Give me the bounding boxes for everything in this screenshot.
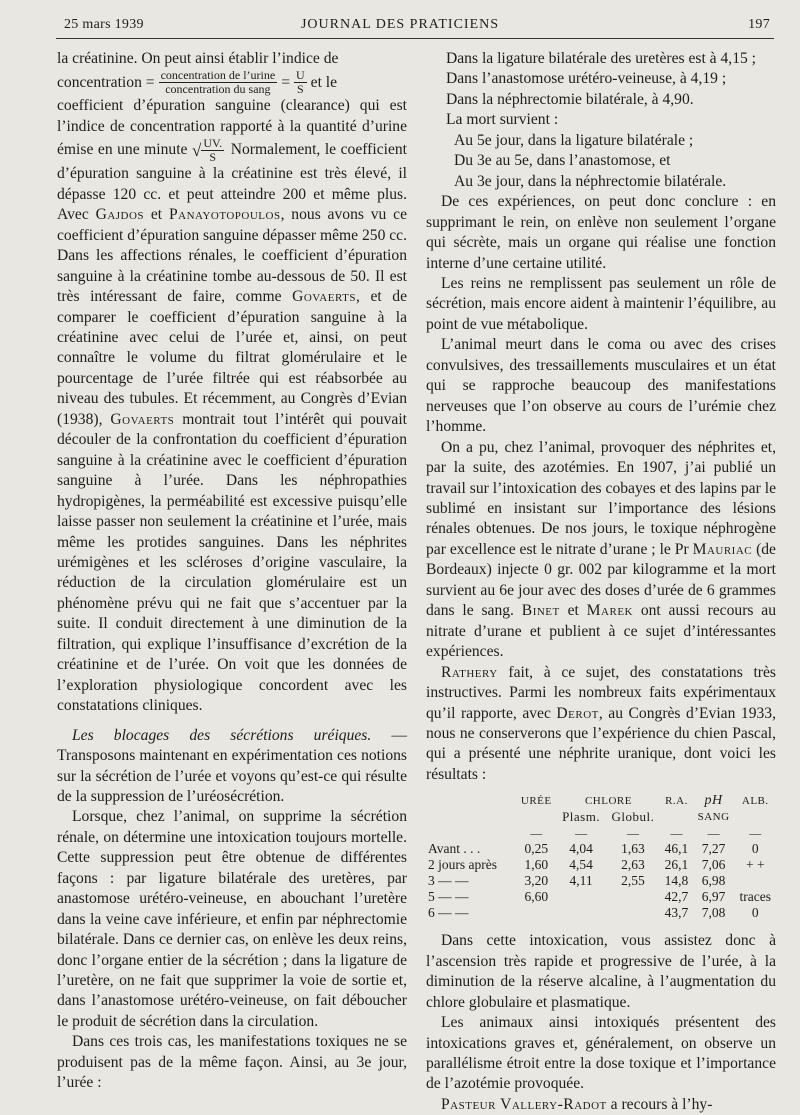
- author-name: Govaerts: [292, 288, 356, 306]
- page-number: 197: [748, 17, 770, 32]
- concentration-formula: concentration = $\frac{\text{concentration de l’urine}}{\text{concentration du sang}}$ = $\frac{U}{S}$ et le: [57, 68, 338, 97]
- paragraph: Dans ces trois cas, les manifestations toxiques ne se produisent pas de la même façon. Ainsi, au 3e jour, l’urée :: [57, 1033, 407, 1092]
- result-line: La mort survient :: [446, 111, 559, 129]
- author-name: Gajdos: [95, 206, 145, 224]
- journal-title: JOURNAL DES PRATICIENS: [300, 17, 500, 32]
- author-name: Pasteur Vallery-Radot: [441, 1095, 607, 1113]
- issue-date: 25 mars 1939: [64, 17, 144, 32]
- paragraph: Les reins ne remplissent pas seulement un rôle de sécrétion, mais encore aident à maintenir l’équilibre, au point de vue métabolique.: [426, 274, 776, 333]
- fraction: $\frac{\text{concentration de l’urine}}{\text{concentration du sang}}$: [160, 68, 276, 97]
- table-dash-row: — — — — — —: [530, 826, 762, 841]
- table-row: 3 — — 3,20 4,11 2,55 14,8 6,98: [428, 873, 726, 889]
- author-name: Binet: [521, 602, 560, 620]
- paragraph: Les blocages des sécrétions uréiques. — Transposons maintenant en expérimentation ces notions sur la sécrétion de l’urée et voyons qu’est-ce qui résulte de la suppression de l’uréosécrétion.: [57, 726, 407, 805]
- paragraph: Les animaux ainsi intoxiqués présentent des intoxications graves et, généralement, on observe un parallélisme étroit entre la dose toxique et l’importance de l’azotémie provoquée.: [426, 1014, 776, 1093]
- author-name: Govaerts: [110, 410, 175, 428]
- table-row: 5 — — 6,60 42,7 6,97 traces: [428, 889, 772, 905]
- running-header: [0, 15, 800, 39]
- paragraph: L’animal meurt dans le coma ou avec des crises convulsives, des tressaillements musculaires et un état qui se rapproche beaucoup des manifestations nerveuses que l’on observe au cours de l’urémie chez l’homme.: [426, 336, 776, 436]
- result-line: Du 3e au 5e, dans l’anastomose, et: [454, 152, 671, 170]
- fraction: $\frac{U}{S}$: [295, 68, 305, 97]
- result-line: Dans la néphrectomie bilatérale, à 4,90.: [446, 90, 694, 108]
- table-row: Avant . . . 0,25 4,04 1,63 46,1 7,27 0: [428, 841, 759, 857]
- paragraph: Pasteur Vallery-Radot a recours à l’hy-: [441, 1095, 713, 1113]
- paragraph: Lorsque, chez l’animal, on supprime la sécrétion rénale, on détermine une intoxication toujours mortelle. Cette suppression peut être obtenue de différentes façons : par ligature bilatérale des uretères, par anastomose urétéro-veineuse, en abouchant l’uretère dans la veine cave inférieure, et enfin par néphrectomie bilatérale. Dans ce dernier cas, on enlève les deux reins, donc l’organe entier de la sécrétion ; dans la ligature de l’uretère, on ne fait que supprimer la voie de sortie et, dans l’anastomose urétéro-veineuse, on fait déboucher le produit de sécrétion dans la circulation.: [57, 808, 407, 1030]
- title-pr: Pr: [674, 540, 689, 558]
- right-column: [426, 49, 776, 1115]
- left-column: [57, 49, 407, 1094]
- author-name: Panayotopoulos: [168, 206, 281, 224]
- author-name: Marek: [586, 602, 633, 620]
- paragraph: Rathery fait, à ce sujet, des constatations très instructives. Parmi les nombreux faits expérimentaux qu’il rapporte, avec Derot, au Congrès d’Evian 1933, nous ne conserverons que l’expérience du chien Pascal, qui a présenté une néphrite uranique, dont voici les résultats :: [426, 663, 776, 783]
- author-name: Derot: [556, 704, 599, 722]
- header-rule: [56, 38, 774, 39]
- table-row: 2 jours après 1,60 4,54 2,63 26,1 7,06 + +: [428, 857, 765, 873]
- paragraph: la créatinine. On peut ainsi établir l’indice de: [57, 50, 339, 67]
- author-name: Rathery: [441, 663, 498, 681]
- paragraph: De ces expériences, on peut donc conclure : en supprimant le rein, on enlève non seulement l’organe qui sécrète, mais un organe qui réalise une fonction interne d’une certaine utilité.: [426, 193, 776, 272]
- paragraph: On a pu, chez l’animal, provoquer des néphrites et, par la suite, des azotémies. En 1907, j’ai publié un travail sur l’intoxication des cobayes et des lapins par le sublimé en insistant sur l’importance des lésions rénales obtenues. De nos jours, le toxique néphrogène par excellence est le nitrate d’urane ; le Pr Mauriac (de Bordeaux) injecte 0 gr. 002 par kilogramme et la mort survient au 6e jour avec des doses d’urée de 6 grammes dans le sang. Binet et Marek ont aussi recours au nitrate d’urane et publient à ce sujet d’intéressantes expériences.: [426, 438, 776, 661]
- result-line: Dans la ligature bilatérale des uretères est à 4,15 ;: [446, 50, 757, 67]
- section-heading: Les blocages des sécrétions uréiques.: [72, 726, 372, 744]
- table-subheader-row: Plasm. Globul. SANG: [562, 809, 730, 825]
- author-name: Mauriac: [692, 540, 753, 558]
- result-line: Au 3e jour, dans la néphrectomie bilatérale.: [454, 172, 727, 190]
- table-header-row: URÉE CHLORE R.A. pH ALB.: [520, 793, 769, 809]
- result-line: Au 5e jour, dans la ligature bilatérale ;: [454, 131, 694, 149]
- table-row: 6 — — 43,7 7,08 0: [428, 905, 759, 921]
- paragraph: Dans cette intoxication, vous assistez donc à l’ascension très rapide et progressive de l’urée, à la diminution de la réserve alcaline, à l’augmentation du chlore globulaire et plasmatique.: [426, 932, 776, 1011]
- results-table: [426, 793, 776, 921]
- paragraph: coefficient d’épuration sanguine (clearance) qui est l’indice de concentration rapporté à la quantité d’urine émise en une minute √ $\frac{UV.}{S}$ Normalement, le coefficient d’épuration sanguine à la créatinine est très élevé, il dépasse 120 cc. et peut atteindre 200 et même plus. Avec Gajdos et Panayotopoulos, nous avons vu ce coefficient d’épuration sanguine dépasser même 250 cc. Dans les affections rénales, le coefficient d’épuration sanguine à la créatinine tombe au-dessous de 50. Il est très intéressant de faire, comme Govaerts, et de comparer le coefficient d’épuration sanguine à la créatinine avec celui de l’urée et, ainsi, on peut connaître le volume du filtrat glomérulaire et le pourcentage de l’urée filtrée qui est réabsorbée au niveau des tubules. Et récemment, au Congrès d’Evian (1938), Govaerts montrait tout l’intérêt qui pouvait découler de la confrontation du coefficient d’épuration sanguine à la créatinine avec le coefficient d’épuration sanguine à l’urée. Dans les néphropathies hydropigènes, la perméabilité est excessive puisqu’elle laisse passer non seulement la créatinine et l’urée, mais même les protides sanguines. Dans les néphrites urémigènes et les scléroses d’origine vasculaire, la réduction de la circulation glomérulaire est un phénomène prévu qui ne fait que s’accentuer par la suite. Il conduit directement à une diminution de la filtration, qui explique l’insuffisance d’excrétion de la créatinine et de l’urée. On voit que les données de l’exploration physiologique concordent avec les constatations cliniques.: [57, 97, 407, 715]
- result-line: Dans l’anastomose urétéro-veineuse, à 4,19 ;: [446, 70, 727, 88]
